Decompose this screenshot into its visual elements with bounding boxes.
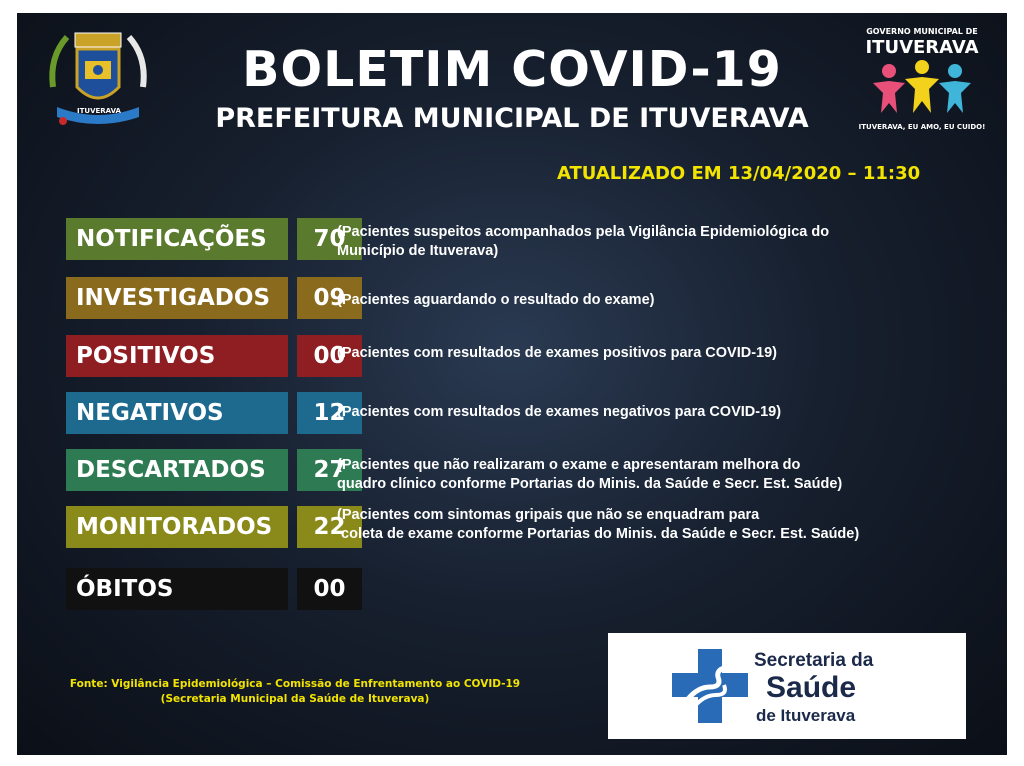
stat-label: DESCARTADOS (66, 449, 288, 491)
stat-description-descartados (337, 456, 957, 494)
stat-value: 09 (297, 277, 362, 319)
stat-value: 22 (297, 506, 362, 548)
stat-value: 27 (297, 449, 362, 491)
description-line: coleta de exame conforme Portarias do Minis. da Saúde e Secr. Est. Saúde) (337, 526, 860, 542)
stat-description-positivos: (Pacientes com resultados de exames positivos para COVID-19) (337, 345, 777, 361)
secretaria-line1: Secretaria da (754, 650, 874, 671)
description-line: Município de Ituverava) (337, 243, 499, 259)
health-cross-icon (668, 647, 752, 725)
updated-timestamp: ATUALIZADO EM 13/04/2020 – 11:30 (557, 163, 921, 184)
secretaria-line3: de Ituverava (756, 706, 856, 725)
description-line: quadro clínico conforme Portarias do Minis. da Saúde e Secr. Est. Saúde) (337, 476, 843, 492)
stat-value: 00 (297, 335, 362, 377)
description-line: (Pacientes com sintomas gripais que não se enquadram para (337, 507, 760, 523)
stat-label: ÓBITOS (66, 568, 288, 610)
stat-description-negativos: (Pacientes com resultados de exames negativos para COVID-19) (337, 404, 782, 420)
secretaria-line2: Saúde (766, 671, 857, 704)
source-line: (Secretaria Municipal da Saúde de Ituverava) (160, 693, 430, 705)
stat-description-investigados: (Pacientes aguardando o resultado do exame) (337, 292, 655, 308)
stat-label: NOTIFICAÇÕES (66, 218, 288, 260)
stat-value: 70 (297, 218, 362, 260)
source-line: Fonte: Vigilância Epidemiológica – Comissão de Enfrentamento ao COVID-19 (69, 678, 521, 690)
stat-label: MONITORADOS (66, 506, 288, 548)
description-line: (Pacientes que não realizaram o exame e apresentaram melhora do (337, 457, 801, 473)
stat-label: INVESTIGADOS (66, 277, 288, 319)
source-note (45, 677, 545, 707)
gov-logo-line2: ITUVERAVA (865, 37, 979, 58)
stat-label: NEGATIVOS (66, 392, 288, 434)
description-line: (Pacientes suspeitos acompanhados pela Vigilância Epidemiológica do (337, 224, 830, 240)
crest-banner: ITUVERAVA (77, 107, 121, 115)
page-subtitle: PREFEITURA MUNICIPAL DE ITUVERAVA (215, 103, 809, 134)
gov-logo-slogan: ITUVERAVA, EU AMO, EU CUIDO! (858, 123, 986, 131)
stat-value: 00 (297, 568, 362, 610)
secretaria-logo (608, 633, 966, 739)
bulletin-board (17, 13, 1007, 755)
page-title: BOLETIM COVID-19 (242, 41, 782, 98)
stat-value: 12 (297, 392, 362, 434)
gov-logo-line1: GOVERNO MUNICIPAL DE (866, 27, 978, 36)
stat-label: POSITIVOS (66, 335, 288, 377)
stat-description-notificacoes (337, 223, 957, 261)
stat-description-monitorados (337, 506, 957, 544)
